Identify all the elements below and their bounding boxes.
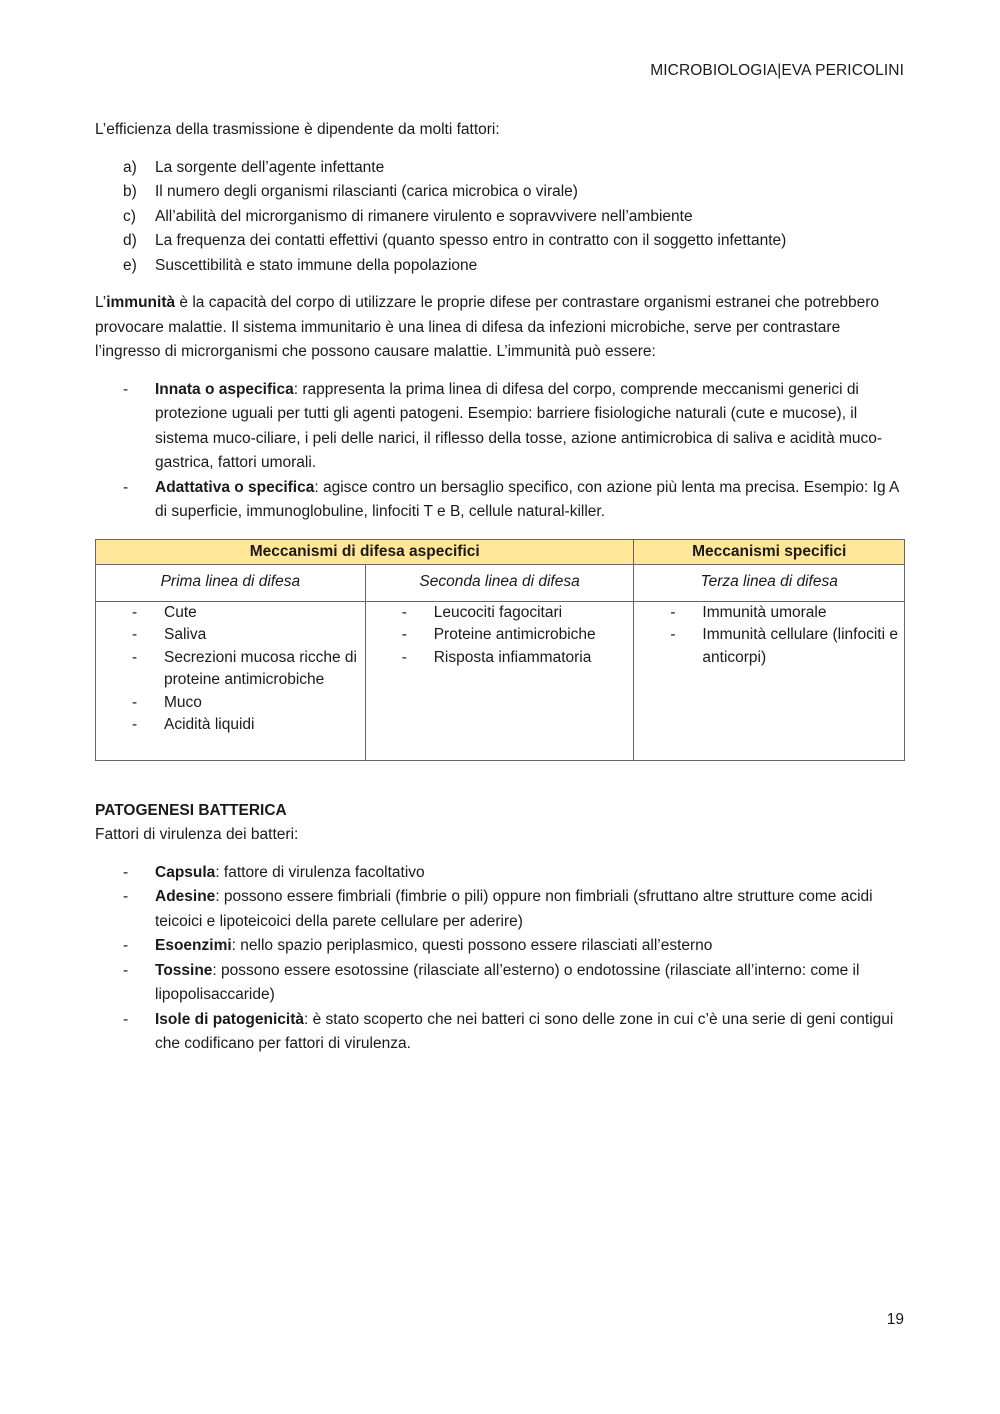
dash-bullet: - bbox=[123, 888, 129, 905]
list-text: Suscettibilità e stato immune della popolazione bbox=[155, 256, 478, 274]
list-item bbox=[95, 476, 905, 525]
list-item bbox=[634, 602, 900, 625]
list-label: c) bbox=[123, 207, 136, 225]
dash-bullet: - bbox=[123, 863, 129, 881]
list-text: : rappresenta la prima linea di difesa del corpo, comprende meccanismi generici di protezione uguali per tutti gli agenti patogeni. Esempio: barriere fisiologiche naturali (cute e mucose), il sistema muco-ciliare, i peli delle narici, il riflesso della tosse, azione antimicrobica di saliva e acidità muco-gastrica, fattori umorali. bbox=[155, 380, 883, 471]
list-text: : possono essere esotossine (rilasciate all’esterno) o endotossine (rilasciate all’interno: come il lipopolisaccaride) bbox=[155, 961, 860, 1003]
list-item bbox=[95, 205, 905, 230]
list-item bbox=[366, 602, 630, 625]
dash-bullet: - bbox=[132, 603, 138, 621]
immunity-prefix: L’ bbox=[95, 294, 107, 311]
dash-bullet: - bbox=[670, 626, 676, 643]
column-title: Seconda linea di difesa bbox=[365, 565, 634, 602]
dash-bullet: - bbox=[123, 961, 129, 979]
transmission-factors-list bbox=[95, 156, 905, 279]
dash-bullet: - bbox=[123, 478, 129, 496]
list-text: Immunità umorale bbox=[702, 603, 827, 621]
dash-bullet: - bbox=[132, 693, 138, 711]
list-item bbox=[95, 180, 905, 205]
list-text: : possono essere fimbriali (fimbrie o pili) oppure non fimbriali (sfruttano altre strutture come acidi teicoici e lipoteicoici della parete cellulare per aderire) bbox=[155, 888, 873, 930]
list-item bbox=[95, 934, 905, 959]
list-item bbox=[95, 1008, 905, 1057]
section-subtitle: Fattori di virulenza dei batteri: bbox=[95, 826, 299, 843]
list-text: : è stato scoperto che nei batteri ci sono delle zone in cui c’è una serie di geni contigui che codificano per fattori di virulenza. bbox=[155, 1010, 894, 1052]
list-item bbox=[96, 714, 361, 737]
list-text: Proteine antimicrobiche bbox=[433, 626, 596, 643]
table-header-specific: Meccanismi specifici bbox=[634, 539, 905, 565]
list-item bbox=[95, 254, 905, 279]
list-item bbox=[96, 602, 361, 625]
page-header: MICROBIOLOGIA|EVA PERICOLINI bbox=[650, 62, 904, 79]
table-header-aspecific: Meccanismi di difesa aspecifici bbox=[96, 539, 634, 565]
list-text: All’abilità del microrganismo di rimanere virulento e sopravvivere nell’ambiente bbox=[155, 207, 693, 225]
dash-bullet: - bbox=[132, 648, 138, 666]
list-term: Esoenzimi bbox=[155, 937, 232, 954]
dash-bullet: - bbox=[401, 648, 407, 666]
list-item bbox=[96, 692, 361, 715]
dash-bullet: - bbox=[401, 626, 407, 643]
list-item bbox=[95, 885, 905, 934]
list-term: Innata o aspecifica bbox=[155, 380, 294, 398]
section-title: PATOGENESI BATTERICA bbox=[95, 801, 287, 819]
list-label: b) bbox=[123, 183, 137, 200]
dash-bullet: - bbox=[401, 603, 407, 621]
column-title: Prima linea di difesa bbox=[96, 565, 366, 602]
list-text: Acidità liquidi bbox=[164, 716, 255, 733]
list-term: Isole di patogenicità bbox=[155, 1010, 304, 1028]
column-title: Terza linea di difesa bbox=[634, 565, 905, 602]
list-text: Leucociti fagocitari bbox=[433, 603, 563, 621]
dash-bullet: - bbox=[123, 937, 129, 954]
list-text: La sorgente dell’agente infettante bbox=[155, 158, 385, 176]
list-item bbox=[366, 647, 630, 670]
dash-bullet: - bbox=[123, 1010, 129, 1028]
dash-bullet: - bbox=[123, 380, 129, 398]
list-term: Capsula bbox=[155, 863, 216, 881]
immunity-types-list bbox=[95, 378, 905, 525]
list-term: Adattativa o specifica bbox=[155, 478, 315, 496]
list-text: : nello spazio periplasmico, questi possono essere rilasciati all’esterno bbox=[231, 937, 713, 954]
list-item bbox=[634, 624, 900, 669]
list-text: : agisce contro un bersaglio specifico, con azione più lenta ma precisa. Esempio: Ig A di superficie, immunoglobuline, linfociti T e B, cellule natural-killer. bbox=[155, 478, 899, 520]
list-text: Saliva bbox=[164, 626, 207, 643]
list-term: Adesine bbox=[155, 888, 216, 905]
list-text: Immunità cellulare (linfociti e anticorpi) bbox=[702, 626, 898, 666]
list-text: : fattore di virulenza facoltativo bbox=[215, 863, 425, 881]
dash-bullet: - bbox=[132, 716, 138, 733]
immunity-term: immunità bbox=[106, 294, 176, 311]
list-item bbox=[95, 378, 905, 476]
list-text: Risposta infiammatoria bbox=[433, 648, 592, 666]
list-item bbox=[96, 647, 361, 692]
table-cell bbox=[96, 601, 366, 760]
list-term: Tossine bbox=[155, 961, 213, 979]
list-item bbox=[95, 156, 905, 181]
immunity-paragraph bbox=[95, 291, 905, 365]
list-item bbox=[96, 624, 361, 647]
list-item bbox=[95, 229, 905, 254]
list-label: e) bbox=[123, 256, 137, 274]
page-content bbox=[95, 118, 905, 1057]
virulence-factors-list bbox=[95, 861, 905, 1057]
transmission-intro: L’efficienza della trasmissione è dipendente da molti fattori: bbox=[95, 121, 500, 138]
list-text: Muco bbox=[164, 693, 202, 711]
list-label: a) bbox=[123, 158, 137, 176]
list-item bbox=[95, 861, 905, 886]
list-text: Il numero degli organismi rilascianti (carica microbica o virale) bbox=[155, 183, 578, 200]
list-item bbox=[95, 959, 905, 1008]
dash-bullet: - bbox=[132, 626, 138, 643]
list-text: La frequenza dei contatti effettivi (quanto spesso entro in contratto con il soggetto infettante) bbox=[155, 232, 787, 249]
list-item bbox=[366, 624, 630, 647]
page-number: 19 bbox=[886, 1311, 904, 1328]
table-cell bbox=[365, 601, 634, 760]
table-cell bbox=[634, 601, 905, 760]
immunity-text: è la capacità del corpo di utilizzare le proprie difese per contrastare organismi estranei che potrebbero provocare malattie. Il sistema immunitario è una linea di difesa da infezioni microbiche, serve per contrastare l’ingresso di microrganismi che possono causare malattie. L’immunità può essere: bbox=[95, 294, 880, 360]
list-text: Secrezioni mucosa ricche di proteine antimicrobiche bbox=[164, 648, 357, 688]
defense-mechanisms-table bbox=[95, 539, 905, 761]
list-label: d) bbox=[123, 232, 137, 249]
list-text: Cute bbox=[164, 603, 197, 621]
dash-bullet: - bbox=[670, 603, 676, 621]
